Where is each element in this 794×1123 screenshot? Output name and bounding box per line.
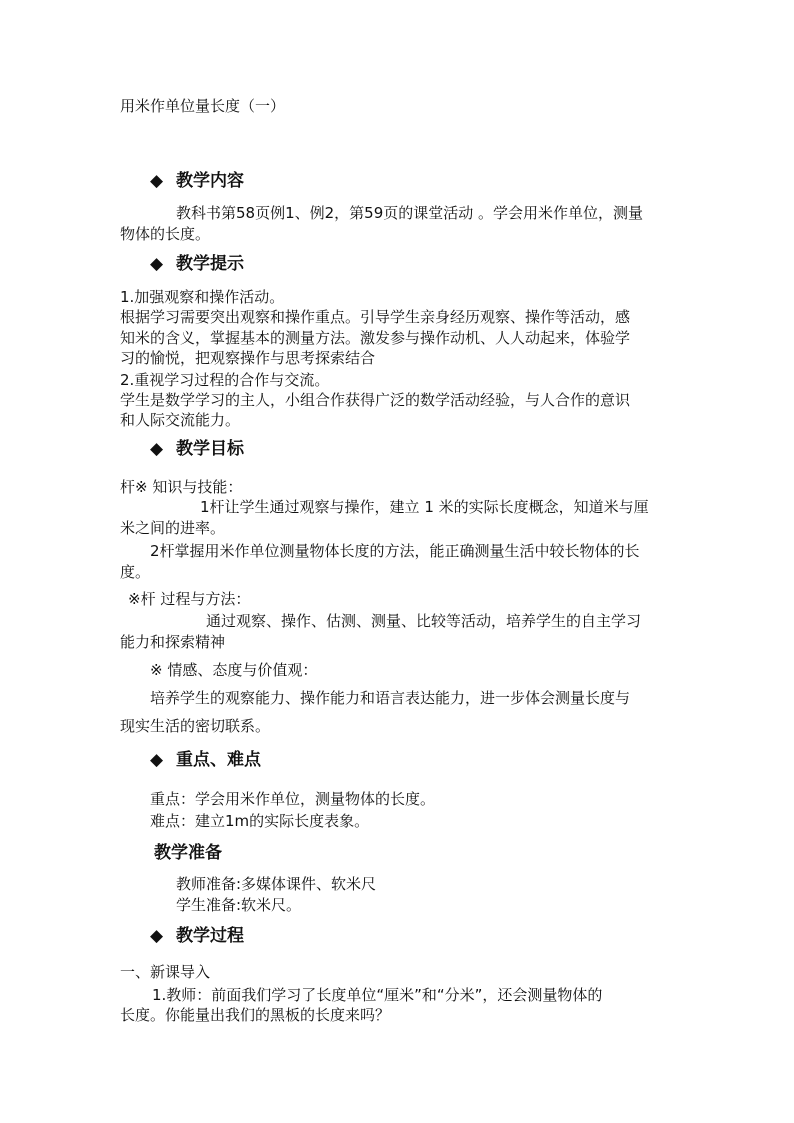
paragraph-line: 学生是数学学习的主人，小组合作获得广泛的数学活动经验，与人合作的意识 <box>120 391 631 409</box>
heading-text: 教学目标 <box>176 439 244 459</box>
paragraph-line: 现实生活的密切联系。 <box>120 717 271 735</box>
paragraph-line: 能力和探索精神 <box>120 633 226 651</box>
paragraph-line: 2.重视学习过程的合作与交流。 <box>120 371 330 389</box>
diamond-bullet-icon: ◆ <box>150 171 164 191</box>
paragraph-line: 1.教师：前面我们学习了长度单位“厘米”和“分米”，还会测量物体的 <box>152 986 603 1004</box>
paragraph-line: 难点：建立1m的实际长度表象。 <box>150 812 370 830</box>
paragraph-line: 物体的长度。 <box>120 225 211 243</box>
heading-text: 教学提示 <box>176 254 244 274</box>
paragraph-line: 教科书第58页例1、例2，第59页的课堂活动 。学会用米作单位，测量 <box>176 204 644 222</box>
heading-text: 重点、难点 <box>176 750 261 770</box>
paragraph-line: 通过观察、操作、估测、测量、比较等活动，培养学生的自主学习 <box>206 612 642 630</box>
section-heading-preparation: 教学准备 <box>154 843 222 863</box>
paragraph-line: 重点：学会用米作单位，测量物体的长度。 <box>150 790 436 808</box>
subheading-line: 杆※ 知识与技能： <box>120 478 243 496</box>
subheading-line: ※杆 过程与方法： <box>128 590 251 608</box>
paragraph-line: 教师准备:多媒体课件、软米尺 <box>176 875 377 893</box>
subheading-line: ※ 情感、态度与价值观： <box>150 661 318 679</box>
document-title: 用米作单位量长度（一） <box>120 97 286 115</box>
diamond-bullet-icon: ◆ <box>150 254 164 274</box>
paragraph-line: 培养学生的观察能力、操作能力和语言表达能力，进一步体会测量长度与 <box>150 689 631 707</box>
section-heading-key-points <box>150 749 261 771</box>
section-heading-tips <box>150 253 244 275</box>
paragraph-line: 1.加强观察和操作活动。 <box>120 288 285 306</box>
heading-text: 教学内容 <box>176 171 244 191</box>
paragraph-line: 2杆掌握用米作单位测量物体长度的方法，能正确测量生活中较长物体的长 <box>150 542 640 560</box>
heading-text: 教学过程 <box>176 926 244 946</box>
paragraph-line: 习的愉悦，把观察操作与思考探索结合 <box>120 349 376 367</box>
paragraph-line: 一、新课导入 <box>120 963 211 981</box>
diamond-bullet-icon: ◆ <box>150 926 164 946</box>
paragraph-line: 度。 <box>120 563 151 581</box>
paragraph-line: 长度。你能量出我们的黑板的长度来吗？ <box>120 1006 391 1024</box>
paragraph-line: 米之间的进率。 <box>120 519 226 537</box>
paragraph-line: 和人际交流能力。 <box>120 411 241 429</box>
section-heading-process <box>150 925 244 947</box>
paragraph-line: 1杆让学生通过观察与操作，建立 1 米的实际长度概念，知道米与厘 <box>200 498 649 516</box>
section-heading-content <box>150 170 244 192</box>
paragraph-line: 学生准备:软米尺。 <box>176 896 302 914</box>
section-heading-goals <box>150 438 244 460</box>
diamond-bullet-icon: ◆ <box>150 750 164 770</box>
paragraph-line: 根据学习需要突出观察和操作重点。引导学生亲身经历观察、操作等活动，感 <box>120 308 631 326</box>
diamond-bullet-icon: ◆ <box>150 439 164 459</box>
paragraph-line: 知米的含义，掌握基本的测量方法。激发参与操作动机、人人动起来，体验学 <box>120 329 631 347</box>
